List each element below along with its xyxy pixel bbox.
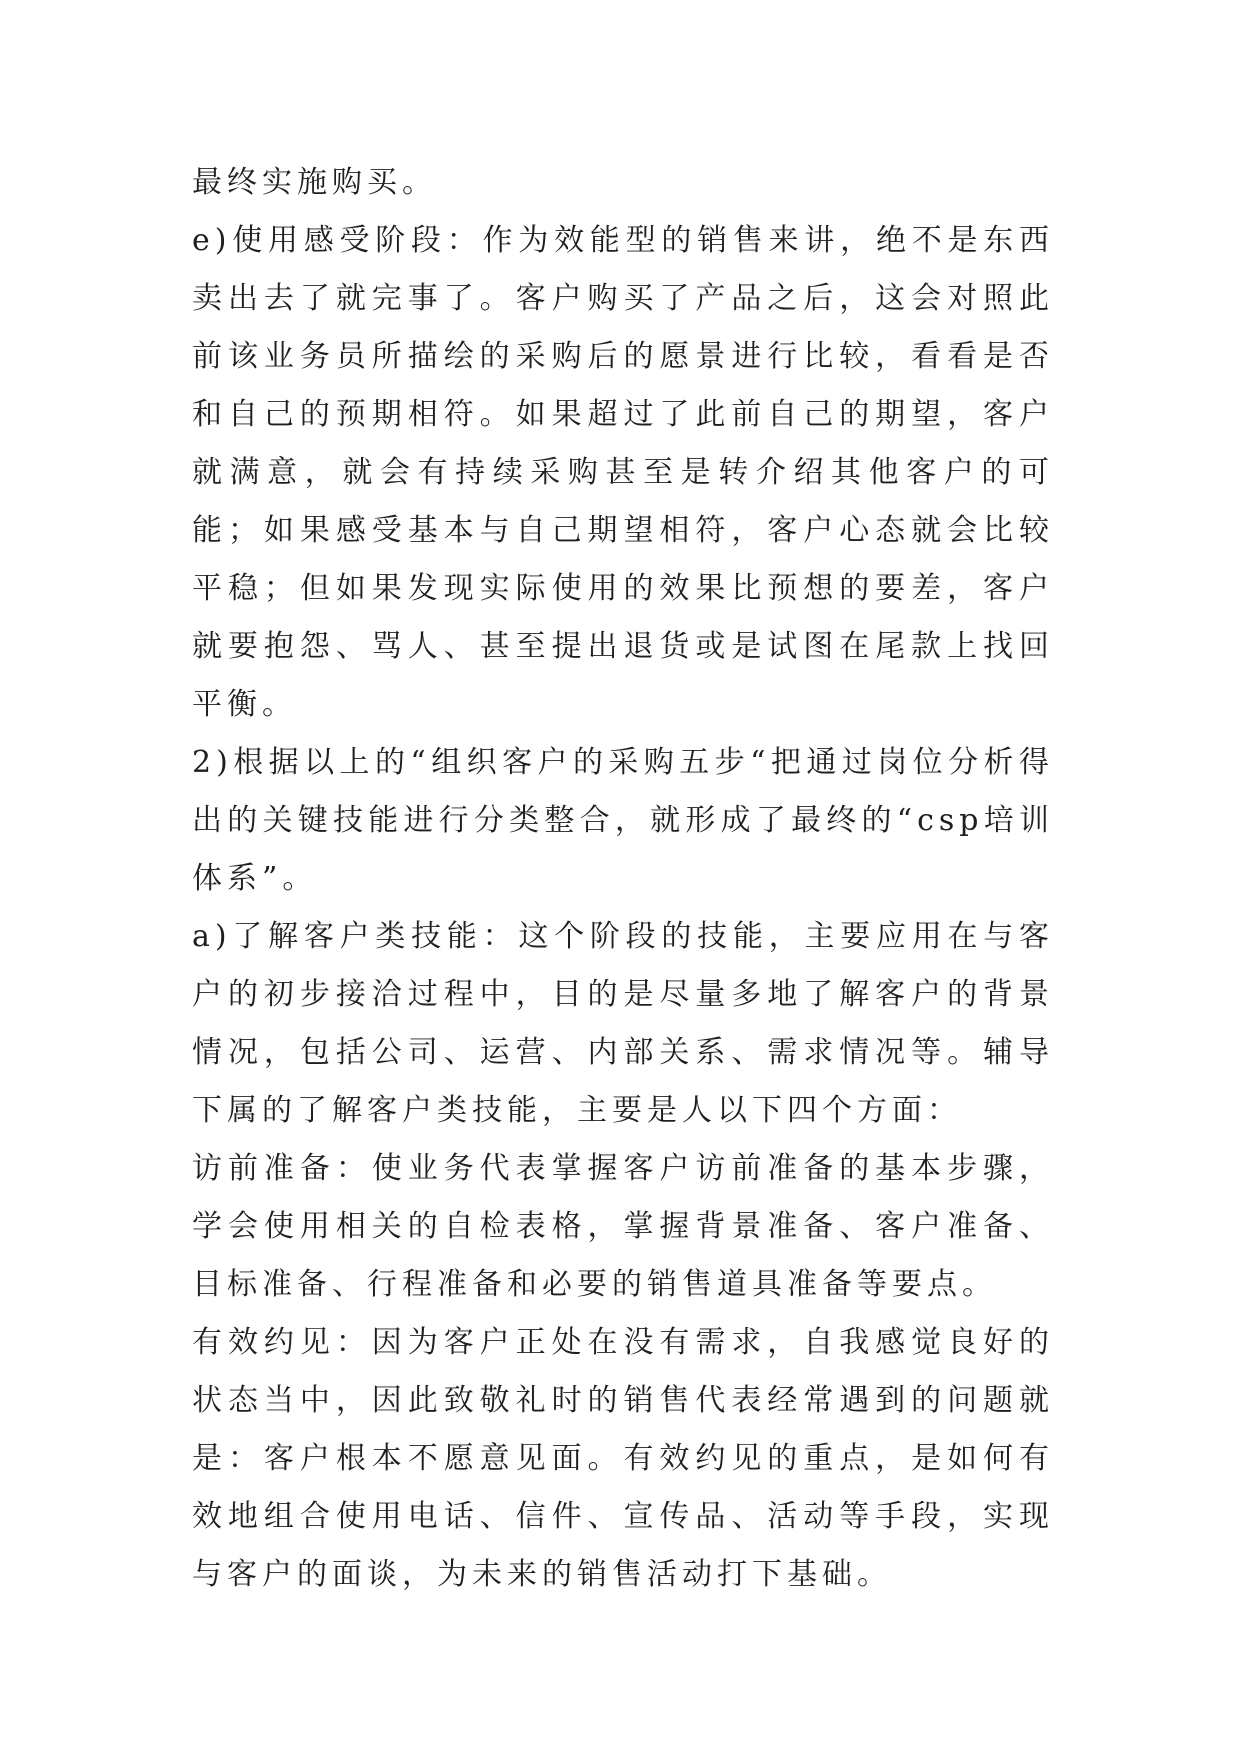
paragraph-effective-appointment: 有效约见：因为客户正处在没有需求，自我感觉良好的状态当中，因此致敬礼时的销售代表经常遇到的问题就是：客户根本不愿意见面。有效约见的重点，是如何有效地组合使用电话、信件、宣传品、活动等手段，实现与客户的面谈，为未来的销售活动打下基础。 bbox=[192, 1325, 1054, 1592]
paragraph-know-customer-skills: a)了解客户类技能：这个阶段的技能，主要应用在与客户的初步接洽过程中，目的是尽量多地了解客户的背景情况，包括公司、运营、内部关系、需求情况等。辅导下属的了解客户类技能，主要是人以下四个方面： bbox=[192, 919, 1054, 1128]
paragraph-usage-stage: e)使用感受阶段：作为效能型的销售来讲，绝不是东西卖出去了就完事了。客户购买了产品之后，这会对照此前该业务员所描绘的采购后的愿景进行比较，看看是否和自己的预期相符。如果超过了此前自己的期望，客户就满意，就会有持续采购甚至是转介绍其他客户的可能；如果感受基本与自己期望相符，客户心态就会比较平稳；但如果发现实际使用的效果比预想的要差，客户就要抱怨、骂人、甚至提出退货或是试图在尾款上找回平衡。 bbox=[192, 223, 1054, 722]
paragraph-pre-visit-preparation: 访前准备：使业务代表掌握客户访前准备的基本步骤，学会使用相关的自检表格，掌握背景准备、客户准备、目标准备、行程准备和必要的销售道具准备等要点。 bbox=[192, 1151, 1054, 1302]
document-body bbox=[192, 154, 1054, 1604]
paragraph-csp-system: 2)根据以上的“组织客户的采购五步“把通过岗位分析得出的关键技能进行分类整合，就形成了最终的“csp培训体系”。 bbox=[192, 745, 1054, 896]
paragraph-purchase-end: 最终实施购买。 bbox=[192, 165, 437, 200]
